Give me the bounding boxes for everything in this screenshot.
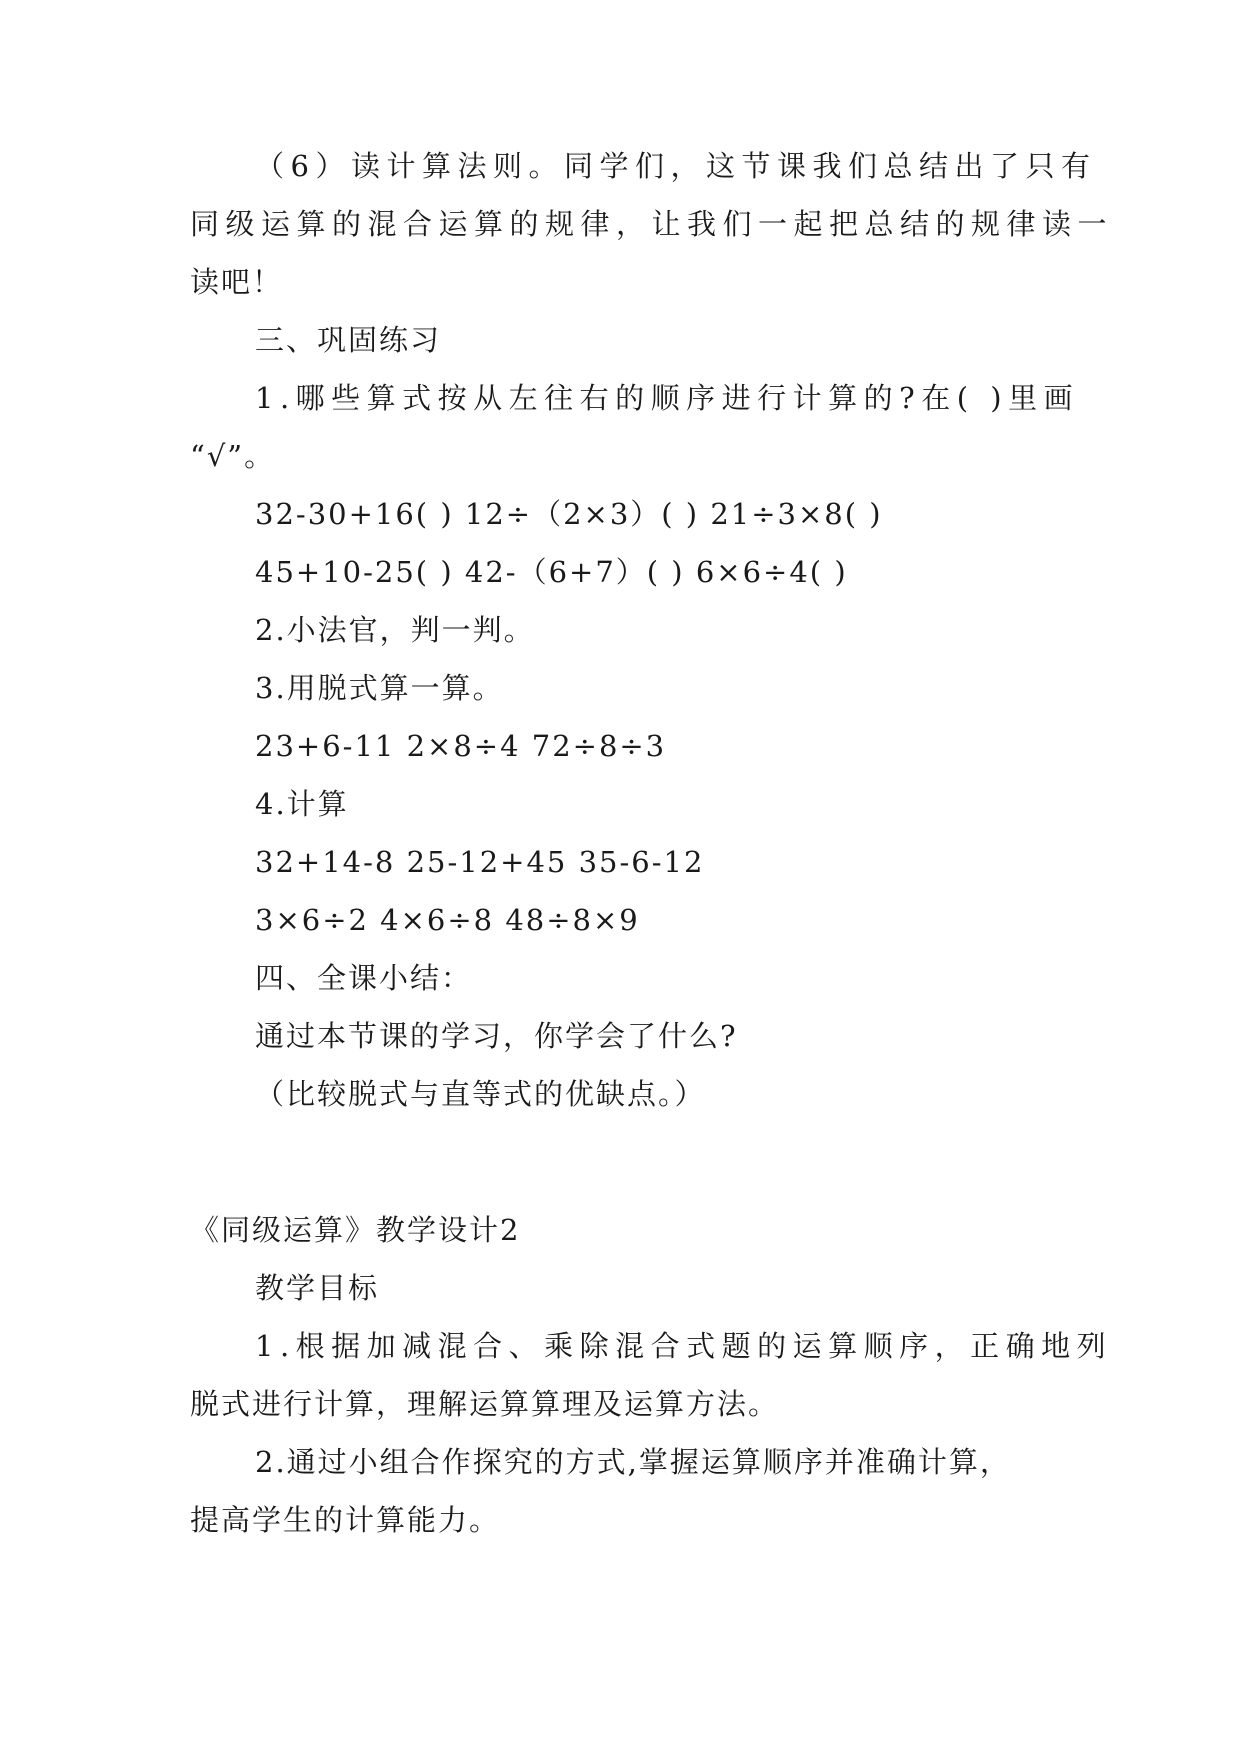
goal-1-line-2: 脱式进行计算，理解运算算理及运算方法。	[190, 1387, 780, 1421]
practice-heading: 三、巩固练习	[255, 323, 442, 357]
question-1-row-2: 45+10-25( ) 42-（6+7）( ) 6×6÷4( )	[255, 555, 848, 589]
question-3-row: 23+6-11 2×8÷4 72÷8÷3	[255, 729, 667, 763]
rule-paragraph-line-3: 读吧！	[190, 265, 284, 299]
question-2: 2.小法官，判一判。	[255, 613, 535, 647]
goal-2-line-1: 2.通过小组合作探究的方式,掌握运算顺序并准确计算，	[255, 1445, 1011, 1479]
goal-2-line-2: 提高学生的计算能力。	[190, 1503, 501, 1537]
rule-paragraph-line-2: 同级运算的混合运算的规律，让我们一起把总结的规律读一	[190, 207, 1114, 241]
question-4-row-2: 3×6÷2 4×6÷8 48÷8×9	[255, 903, 640, 937]
goal-1-line-1: 1.根据加减混合、乘除混合式题的运算顺序，正确地列	[255, 1329, 1113, 1363]
summary-note: （比较脱式与直等式的优缺点。）	[255, 1077, 706, 1111]
rule-paragraph-line-1: （6）读计算法则。同学们，这节课我们总结出了只有	[255, 149, 1097, 183]
summary-heading: 四、全课小结：	[255, 961, 473, 995]
goals-heading: 教学目标	[255, 1271, 380, 1305]
question-1-row-1: 32-30+16( ) 12÷（2×3）( ) 21÷3×8( )	[255, 497, 883, 531]
summary-question: 通过本节课的学习，你学会了什么?	[255, 1019, 738, 1053]
question-1-line-1: 1.哪些算式按从左往右的顺序进行计算的?在( )里画	[255, 381, 1080, 415]
section-2-title: 《同级运算》教学设计2	[190, 1213, 521, 1247]
question-4-row-1: 32+14-8 25-12+45 35-6-12	[255, 845, 705, 879]
question-1-line-2: “√”。	[190, 439, 276, 473]
question-4: 4.计算	[255, 787, 349, 821]
question-3: 3.用脱式算一算。	[255, 671, 504, 705]
